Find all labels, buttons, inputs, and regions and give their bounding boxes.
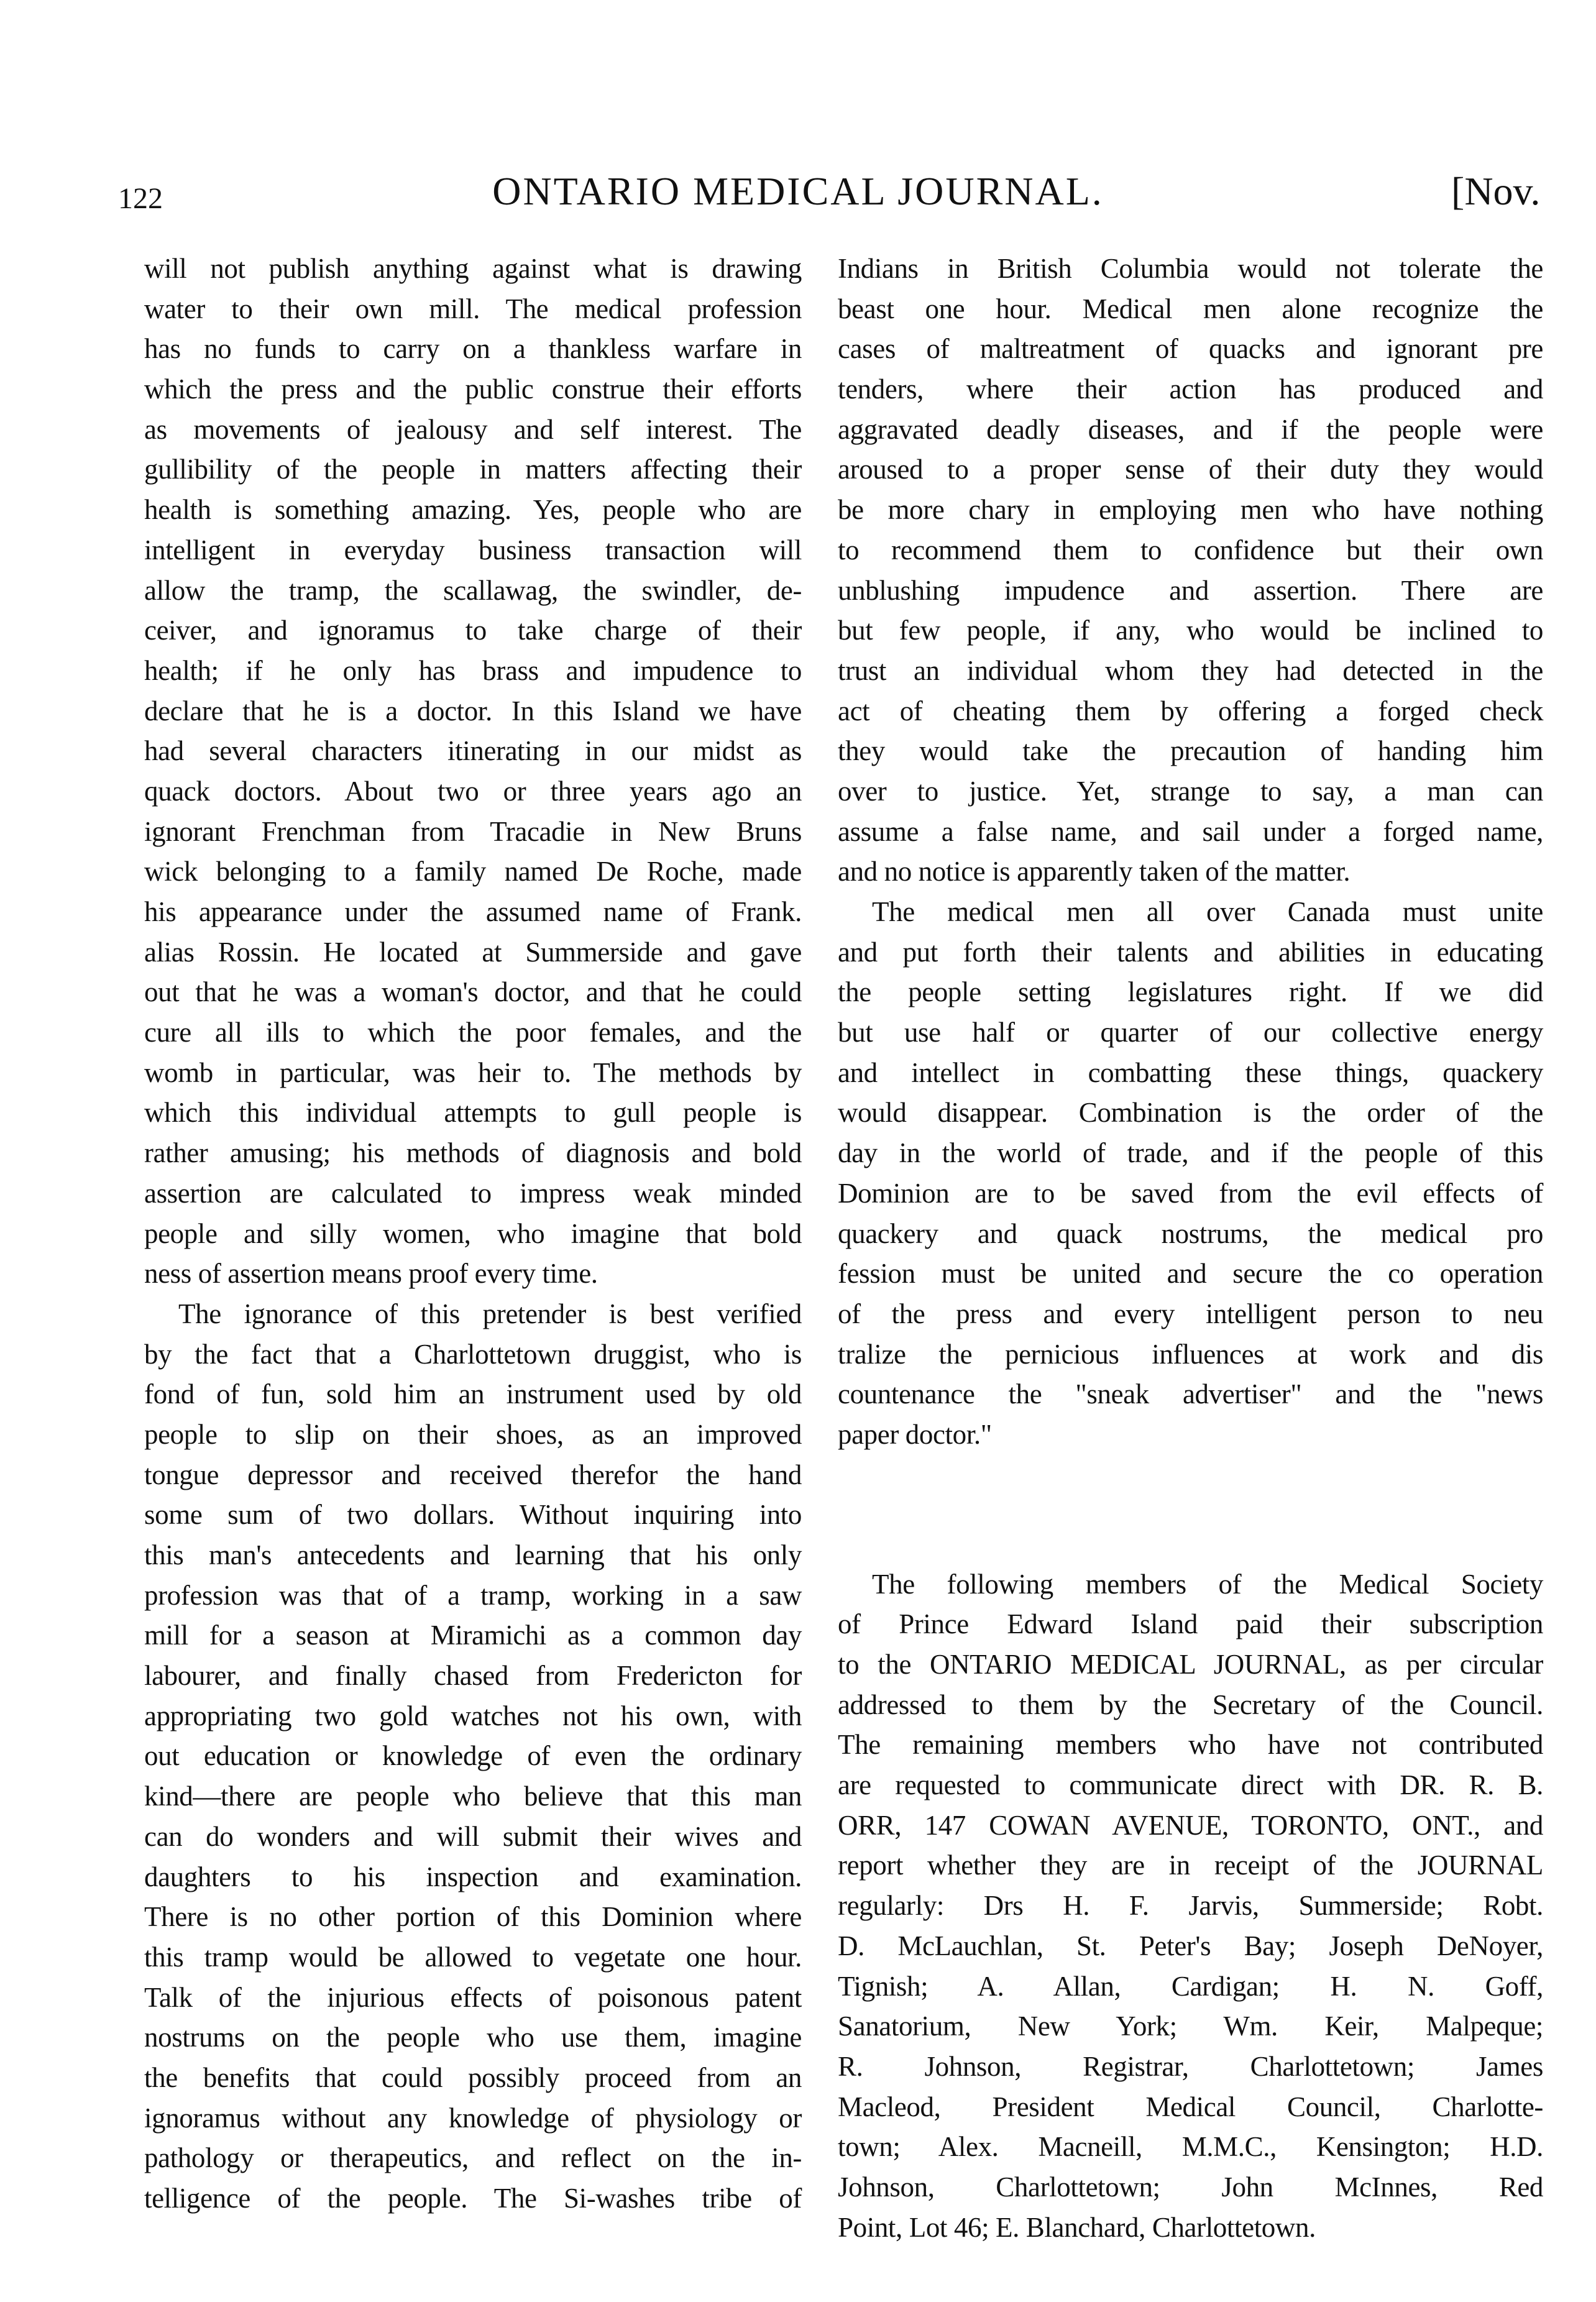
- text-line: cases of maltreatment of quacks and ignorant pre: [838, 333, 1543, 365]
- text-line: profession was that of a tramp, working in a saw: [144, 1579, 802, 1611]
- text-line: Talk of the injurious effects of poisonous patent: [144, 1981, 802, 2013]
- text-line: rather amusing; his methods of diagnosis and bold: [144, 1137, 802, 1169]
- text-line: by the fact that a Charlottetown druggist, who is: [144, 1338, 802, 1370]
- issue-month: [Nov.: [1451, 169, 1541, 213]
- text-line: appropriating two gold watches not his own, with: [144, 1700, 802, 1731]
- text-line: but few people, if any, who would be inclined to: [838, 615, 1543, 646]
- text-line: has no funds to carry on a thankless warfare in: [144, 333, 802, 365]
- text-line: The ignorance of this pretender is best verified: [178, 1298, 802, 1329]
- text-line: health; if he only has brass and impudence to: [144, 654, 802, 686]
- text-line: The following members of the Medical Society: [872, 1568, 1543, 1600]
- text-line: wick belonging to a family named De Roche, made: [144, 856, 802, 887]
- text-line: water to their own mill. The medical profession: [144, 293, 802, 324]
- text-line: and no notice is apparently taken of the matter.: [838, 856, 1351, 887]
- text-line: cure all ills to which the poor females, and the: [144, 1017, 802, 1048]
- paragraph: [144, 249, 802, 1294]
- text-line: aroused to a proper sense of their duty they would: [838, 454, 1543, 485]
- text-line: R. Johnson, Registrar, Charlottetown; James: [838, 2050, 1543, 2082]
- text-line: There is no other portion of this Dominion where: [144, 1901, 802, 1933]
- text-line: allow the tramp, the scallawag, the swindler, de-: [144, 574, 802, 606]
- text-line: but use half or quarter of our collective energy: [838, 1017, 1543, 1048]
- text-line: had several characters itinerating in our midst as: [144, 735, 802, 767]
- text-line: daughters to his inspection and examination.: [144, 1861, 802, 1892]
- text-line: over to justice. Yet, strange to say, a man can: [838, 775, 1543, 807]
- text-line: beast one hour. Medical men alone recognize the: [838, 293, 1543, 324]
- text-line: this tramp would be allowed to vegetate one hour.: [144, 1941, 802, 1973]
- text-line: health is something amazing. Yes, people who are: [144, 494, 802, 526]
- page-number: 122: [118, 182, 163, 215]
- paragraph: [838, 892, 1543, 1455]
- text-line: as movements of jealousy and self interest. The: [144, 413, 802, 445]
- text-line: telligence of the people. The Si-washes tribe of: [144, 2183, 802, 2214]
- text-line: The remaining members who have not contributed: [838, 1729, 1543, 1761]
- text-line: some sum of two dollars. Without inquiring into: [144, 1499, 802, 1531]
- paragraph: [144, 1294, 802, 2219]
- text-line: be more chary in employing men who have nothing: [838, 494, 1543, 526]
- text-line: would disappear. Combination is the order of the: [838, 1097, 1543, 1129]
- text-line: Sanatorium, New York; Wm. Keir, Malpeque;: [838, 2011, 1543, 2042]
- paragraph: [838, 1564, 1543, 2248]
- text-line: pathology or therapeutics, and reflect on the in-: [144, 2142, 802, 2174]
- text-line: fond of fun, sold him an instrument used by old: [144, 1378, 802, 1410]
- text-line: aggravated deadly diseases, and if the people were: [838, 413, 1543, 445]
- right-column: [838, 249, 1543, 2247]
- text-line: alias Rossin. He located at Summerside and gave: [144, 936, 802, 968]
- text-line: declare that he is a doctor. In this Island we have: [144, 695, 802, 727]
- text-line: this man's antecedents and learning that his only: [144, 1539, 802, 1571]
- text-line: out education or knowledge of even the ordinary: [144, 1740, 802, 1772]
- text-line: can do wonders and will submit their wives and: [144, 1820, 802, 1852]
- text-line: womb in particular, was heir to. The methods by: [144, 1057, 802, 1088]
- text-line: the benefits that could possibly proceed from an: [144, 2061, 802, 2093]
- text-line: unblushing impudence and assertion. There are: [838, 574, 1543, 606]
- text-line: ceiver, and ignoramus to take charge of their: [144, 615, 802, 646]
- text-line: they would take the precaution of handing him: [838, 735, 1543, 767]
- text-line: will not publish anything against what is drawing: [144, 253, 802, 284]
- paragraph: [838, 249, 1543, 892]
- text-line: ness of assertion means proof every time.: [144, 1258, 598, 1290]
- text-line: Macleod, President Medical Council, Charlotte-: [838, 2091, 1543, 2122]
- text-line: trust an individual whom they had detected in the: [838, 654, 1543, 686]
- text-line: tralize the pernicious influences at work and dis: [838, 1338, 1543, 1370]
- text-line: intelligent in everyday business transaction will: [144, 534, 802, 566]
- text-line: Indians in British Columbia would not tolerate the: [838, 253, 1543, 284]
- text-line: ignorant Frenchman from Tracadie in New Bruns: [144, 815, 802, 847]
- text-line: The medical men all over Canada must unite: [872, 896, 1543, 927]
- left-column: [144, 249, 802, 2219]
- text-line: gullibility of the people in matters affecting their: [144, 454, 802, 485]
- text-line: tenders, where their action has produced and: [838, 374, 1543, 405]
- text-line: tongue depressor and received therefor the hand: [144, 1459, 802, 1490]
- text-line: his appearance under the assumed name of Frank.: [144, 896, 802, 927]
- text-line: countenance the "sneak advertiser" and the "news: [838, 1378, 1543, 1410]
- text-line: fession must be united and secure the co operation: [838, 1258, 1543, 1290]
- text-line: to recommend them to confidence but their own: [838, 534, 1543, 566]
- text-line: regularly: Drs H. F. Jarvis, Summerside; Robt.: [838, 1890, 1543, 1922]
- text-line: ORR, 147 COWAN AVENUE, TORONTO, ONT., and: [838, 1809, 1543, 1841]
- text-line: which this individual attempts to gull people is: [144, 1097, 802, 1129]
- text-line: out that he was a woman's doctor, and that he could: [144, 976, 802, 1008]
- text-line: the people setting legislatures right. If we did: [838, 976, 1543, 1008]
- journal-title: ONTARIO MEDICAL JOURNAL.: [492, 169, 1104, 213]
- text-line: are requested to communicate direct with DR. R. B.: [838, 1769, 1543, 1801]
- text-line: assume a false name, and sail under a forged name,: [838, 815, 1543, 847]
- text-line: of the press and every intelligent person to neu: [838, 1298, 1543, 1329]
- text-line: which the press and the public construe their efforts: [144, 374, 802, 405]
- text-line: town; Alex. Macneill, M.M.C., Kensington; H.D.: [838, 2131, 1543, 2163]
- text-line: quack doctors. About two or three years ago an: [144, 775, 802, 807]
- text-line: people to slip on their shoes, as an improved: [144, 1418, 802, 1450]
- text-line: Dominion are to be saved from the evil effects of: [838, 1177, 1543, 1209]
- text-line: labourer, and finally chased from Fredericton for: [144, 1660, 802, 1692]
- text-line: to the ONTARIO MEDICAL JOURNAL, as per circular: [838, 1649, 1543, 1680]
- text-line: day in the world of trade, and if the people of this: [838, 1137, 1543, 1169]
- text-line: Tignish; A. Allan, Cardigan; H. N. Goff,: [838, 1970, 1543, 2002]
- text-line: kind—there are people who believe that this man: [144, 1781, 802, 1812]
- text-line: Point, Lot 46; E. Blanchard, Charlottetown.: [838, 2211, 1316, 2243]
- text-line: report whether they are in receipt of the JOURNAL: [838, 1850, 1543, 1881]
- text-line: of Prince Edward Island paid their subscription: [838, 1608, 1543, 1640]
- text-line: and put forth their talents and abilities in educating: [838, 936, 1543, 968]
- text-line: act of cheating them by offering a forged check: [838, 695, 1543, 727]
- text-line: nostrums on the people who use them, imagine: [144, 2022, 802, 2053]
- text-line: ignoramus without any knowledge of physiology or: [144, 2102, 802, 2134]
- text-line: paper doctor.": [838, 1418, 992, 1450]
- text-line: addressed to them by the Secretary of the Council.: [838, 1689, 1543, 1720]
- text-line: people and silly women, who imagine that bold: [144, 1217, 802, 1249]
- text-line: assertion are calculated to impress weak minded: [144, 1177, 802, 1209]
- text-line: mill for a season at Miramichi as a common day: [144, 1620, 802, 1651]
- text-line: D. McLauchlan, St. Peter's Bay; Joseph DeNoyer,: [838, 1930, 1543, 1961]
- text-line: and intellect in combatting these things, quackery: [838, 1057, 1543, 1088]
- text-line: Johnson, Charlottetown; John McInnes, Red: [838, 2171, 1543, 2203]
- text-line: quackery and quack nostrums, the medical pro: [838, 1217, 1543, 1249]
